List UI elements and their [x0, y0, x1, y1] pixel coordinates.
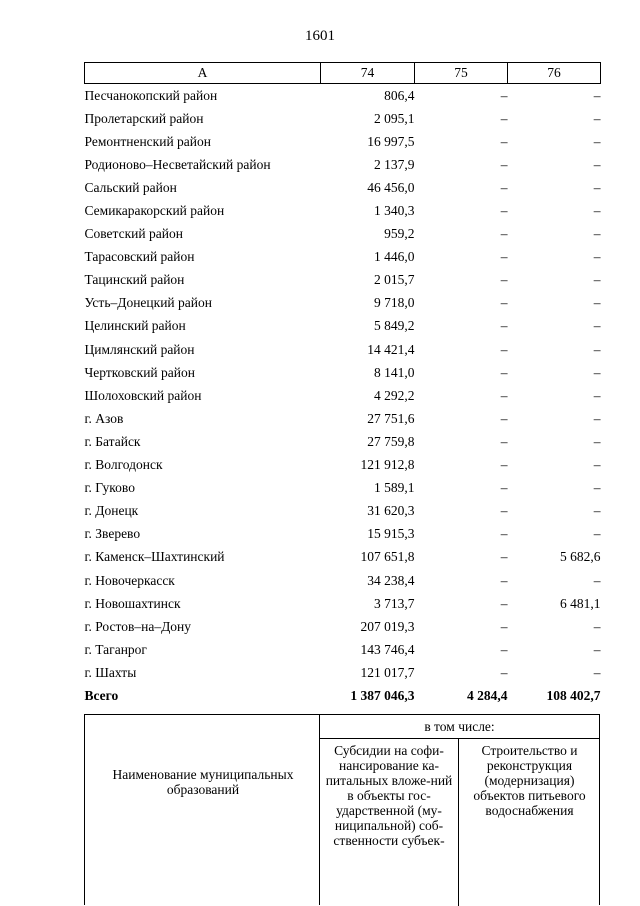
total-value-74: 1 387 046,3 [350, 687, 415, 703]
municipality-name: Усть–Донецкий район [84, 295, 212, 311]
municipality-name: Целинский район [84, 318, 186, 334]
table-row [85, 84, 601, 108]
municipality-name: Советский район [84, 226, 183, 242]
value-cell: – [500, 480, 508, 496]
municipality-name: Пролетарский район [84, 110, 204, 126]
value-cell: – [500, 156, 508, 172]
table-row [85, 407, 601, 430]
column-header: А [85, 63, 321, 84]
value-cell: – [593, 664, 601, 680]
value-cell: – [500, 618, 508, 634]
municipality-name: Тарасовский район [84, 249, 195, 265]
municipality-name: Семикаракорский район [84, 203, 225, 219]
table-row [85, 315, 601, 338]
value-cell: – [593, 203, 601, 219]
value-cell: – [593, 410, 601, 426]
value-cell: 14 421,4 [367, 341, 415, 357]
municipality-name: Сальский район [84, 179, 177, 195]
total-label: Всего [84, 687, 119, 703]
value-cell: 207 019,3 [360, 618, 415, 634]
value-cell: – [500, 410, 508, 426]
value-cell: 31 620,3 [367, 503, 415, 519]
municipality-name: г. Шахты [84, 664, 137, 680]
value-cell: 1 589,1 [374, 480, 415, 496]
table-row [85, 477, 601, 500]
page-number: 1601 [305, 28, 335, 44]
table-row [85, 130, 601, 153]
value-cell: – [500, 318, 508, 334]
value-cell: 34 238,4 [367, 572, 415, 588]
value-cell: – [500, 295, 508, 311]
municipality-name: Родионово–Несветайский район [84, 156, 271, 172]
construction-header: Строительство и реконструкция (модернизация) объектов питьевого водоснабжения [473, 743, 586, 818]
value-cell: 2 015,7 [374, 272, 415, 288]
value-cell: 1 340,3 [374, 203, 415, 219]
value-cell: 806,4 [384, 87, 415, 103]
municipality-name: г. Донецк [84, 503, 139, 519]
value-cell: 121 912,8 [360, 457, 415, 473]
value-cell: – [593, 641, 601, 657]
value-cell: 959,2 [384, 226, 415, 242]
value-cell: 107 651,8 [360, 549, 415, 565]
subsidy-header: Субсидии на софи-нансирование ка-питальных вложе-ний в объекты гос-ударственной (му-ниципальной) соб-ственности субъек- [320, 739, 459, 906]
municipality-name: г. Каменск–Шахтинский [84, 549, 225, 565]
value-cell: – [593, 433, 601, 449]
value-cell: – [593, 503, 601, 519]
table-row [85, 361, 601, 384]
value-cell: – [500, 272, 508, 288]
value-cell: – [500, 341, 508, 357]
municipality-name: Чертковский район [84, 364, 195, 380]
value-cell: – [593, 110, 601, 126]
value-cell: – [593, 272, 601, 288]
municipality-name: г. Гуково [84, 480, 135, 496]
value-cell: – [500, 87, 508, 103]
table-row [85, 199, 601, 222]
municipality-name: г. Зверево [84, 526, 141, 542]
municipality-name: Песчанокопский район [84, 87, 218, 103]
table-row [85, 500, 601, 523]
value-cell: – [593, 87, 601, 103]
municipality-header-cell [84, 714, 320, 905]
value-cell: 15 915,3 [367, 526, 415, 542]
value-cell: – [593, 618, 601, 634]
table-row [85, 546, 601, 569]
value-cell: – [593, 572, 601, 588]
total-value-75: 4 284,4 [467, 687, 508, 703]
value-cell: – [593, 179, 601, 195]
value-cell: – [593, 133, 601, 149]
table-row [85, 592, 601, 615]
table-row [85, 153, 601, 176]
municipality-name: Тацинский район [84, 272, 185, 288]
municipality-name: г. Новошахтинск [84, 595, 181, 611]
table-row [85, 246, 601, 269]
value-cell: – [500, 133, 508, 149]
value-cell: – [500, 595, 508, 611]
value-cell: – [500, 203, 508, 219]
value-cell: – [500, 549, 508, 565]
table-row [85, 223, 601, 246]
table-row [85, 615, 601, 638]
table-row [85, 176, 601, 199]
value-cell: – [593, 295, 601, 311]
value-cell: – [593, 156, 601, 172]
value-cell: – [500, 457, 508, 473]
table-row [85, 454, 601, 477]
value-cell: – [593, 364, 601, 380]
value-cell: 2 137,9 [374, 156, 415, 172]
value-cell: – [593, 249, 601, 265]
municipality-name: г. Новочеркасск [84, 572, 175, 588]
value-cell: – [500, 364, 508, 380]
value-cell: 2 095,1 [374, 110, 415, 126]
total-row [85, 684, 601, 707]
value-cell: 16 997,5 [367, 133, 415, 149]
table-row [85, 384, 601, 407]
municipality-name: г. Волгодонск [84, 457, 163, 473]
value-cell: – [500, 433, 508, 449]
value-cell: – [500, 664, 508, 680]
value-cell: 6 481,1 [560, 595, 601, 611]
value-cell: 143 746,4 [360, 641, 415, 657]
table-row [85, 107, 601, 130]
municipality-name: г. Ростов–на–Дону [84, 618, 192, 634]
value-cell: – [500, 110, 508, 126]
value-cell: – [593, 341, 601, 357]
value-cell: – [593, 526, 601, 542]
municipality-name: Цимлянский район [84, 341, 195, 357]
value-cell: – [500, 526, 508, 542]
table-row [85, 661, 601, 684]
table-row [85, 269, 601, 292]
value-cell: 121 017,7 [360, 664, 415, 680]
municipality-name: г. Азов [84, 410, 124, 426]
column-header: 74 [321, 63, 415, 84]
table-row [85, 430, 601, 453]
municipality-name: Ремонтненский район [84, 133, 211, 149]
value-cell: 46 456,0 [367, 179, 415, 195]
table-row [85, 523, 601, 546]
value-cell: – [500, 572, 508, 588]
value-cell: 27 759,8 [367, 433, 415, 449]
total-value-76: 108 402,7 [546, 687, 601, 703]
column-header: 76 [508, 63, 601, 84]
municipality-header-label: Наименование муниципальных образований [112, 767, 294, 797]
value-cell: – [500, 387, 508, 403]
including-label: в том числе: [320, 715, 599, 739]
value-cell: 1 446,0 [374, 249, 415, 265]
value-cell: 5 682,6 [560, 549, 601, 565]
column-header: 75 [415, 63, 508, 84]
table-header-row [85, 63, 601, 84]
value-cell: – [500, 503, 508, 519]
value-cell: 9 718,0 [374, 295, 415, 311]
value-cell: – [500, 249, 508, 265]
table-body [85, 84, 601, 685]
table-row [85, 638, 601, 661]
value-cell: 27 751,6 [367, 410, 415, 426]
value-cell: – [500, 226, 508, 242]
municipality-name: Шолоховский район [84, 387, 202, 403]
value-cell: 3 713,7 [374, 595, 415, 611]
value-cell: 5 849,2 [374, 318, 415, 334]
table-row [85, 569, 601, 592]
value-cell: – [593, 387, 601, 403]
value-cell: – [593, 318, 601, 334]
value-cell: – [593, 226, 601, 242]
municipality-name: г. Таганрог [84, 641, 147, 657]
next-table-header [84, 714, 600, 905]
table-row [85, 292, 601, 315]
table-row [85, 338, 601, 361]
value-cell: 8 141,0 [374, 364, 415, 380]
value-cell: 4 292,2 [374, 387, 415, 403]
value-cell: – [593, 457, 601, 473]
municipality-name: г. Батайск [84, 433, 141, 449]
including-header-cell [320, 714, 600, 905]
value-cell: – [593, 480, 601, 496]
value-cell: – [500, 179, 508, 195]
budget-table [84, 62, 601, 708]
value-cell: – [500, 641, 508, 657]
